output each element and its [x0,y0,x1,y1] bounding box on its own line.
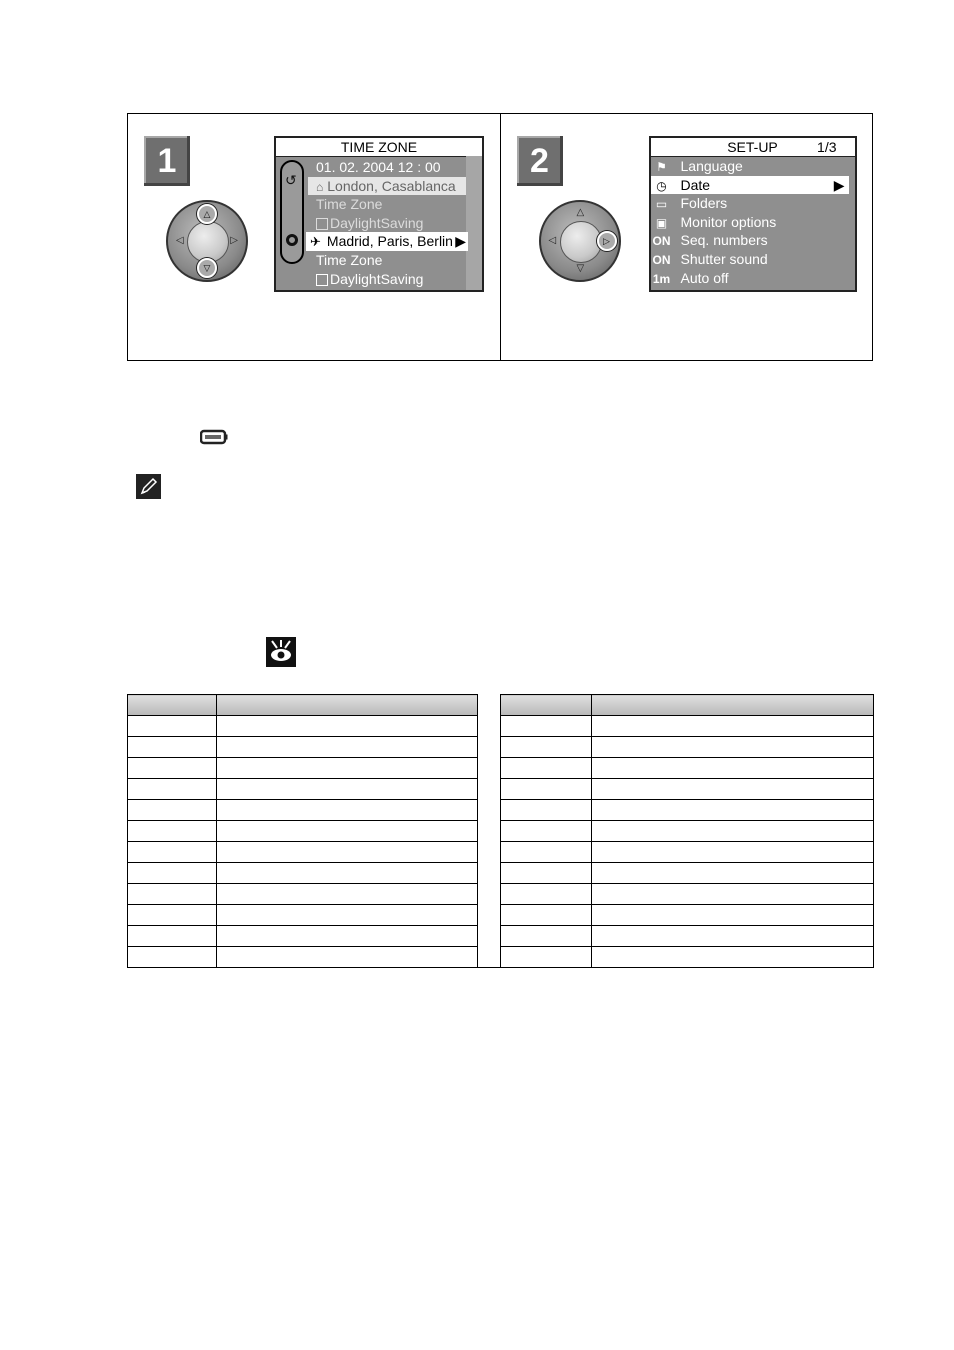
home-dst-label: DaylightSaving [330,214,424,231]
travel-city-label: Madrid, Paris, Berlin [326,233,453,250]
multi-selector-right [539,200,621,282]
table-row [128,926,478,947]
table-row [128,821,478,842]
table-row [128,863,478,884]
up-arrow-icon: △ [576,207,585,218]
table-header [128,695,478,716]
page-indicator: 1/3 [817,139,837,155]
multi-selector-center [560,221,602,263]
step-1-panel [128,114,500,360]
table-row [128,779,478,800]
setup-screen [649,136,857,292]
down-arrow-icon: ▽ [197,258,217,278]
home-dst-row [316,214,466,233]
screen-title: SET-UP [727,139,778,155]
table-row [128,800,478,821]
monitor-icon: ▣ [655,215,668,230]
table-row [501,884,874,905]
table-header-cell [501,695,592,716]
table-row [501,947,874,968]
table-row [128,716,478,737]
step-number-1: 1 [144,136,190,186]
datetime-row: 01. 02. 2004 12 : 00 [316,159,441,175]
home-city-label: London, Casablanca [327,177,456,194]
travel-zone-icon [286,234,298,246]
scrollbar [466,156,482,290]
step-2-panel [500,114,873,360]
time-zone-table-left [127,694,478,968]
table-row [128,884,478,905]
table-row [501,800,874,821]
one-minute-icon: 1m [652,271,671,286]
right-arrow-icon: ▷ [597,231,617,251]
battery-icon [200,429,228,445]
step-number-2: 2 [517,136,563,186]
screen-title: TIME ZONE [276,138,482,157]
travel-city-row [306,232,468,251]
left-arrow-icon: ◁ [176,235,184,246]
airplane-icon: ✈ [310,234,321,250]
setup-item-shutter-sound: ON Shutter sound [651,250,855,269]
table-header-cell [217,695,478,716]
travel-dst-row [316,270,466,289]
pencil-note-icon [136,474,161,499]
home-icon: ⌂ [316,179,324,194]
eye-icon [266,637,296,667]
setup-item-seq-numbers: ON Seq. numbers [651,231,855,250]
folder-icon: ▭ [655,197,668,212]
home-zone-icon: ↺ [285,172,297,188]
table-row [128,947,478,968]
table-header [501,695,874,716]
up-arrow-icon: △ [197,204,217,224]
table-row [501,821,874,842]
time-zone-screen [274,136,484,292]
time-zone-table-right [500,694,874,968]
table-header-cell [592,695,874,716]
table-row [501,779,874,800]
screen-title-bar [651,138,855,157]
step-panels [127,113,873,361]
checkbox-icon [316,274,328,286]
on-icon: ON [652,252,671,267]
table-row [501,863,874,884]
flag-icon: ⚑ [656,160,667,174]
setup-item-monitor-options: ▣ Monitor options [651,213,855,232]
table-header-cell [128,695,217,716]
down-arrow-icon: ▽ [576,263,585,274]
home-city-row [308,177,466,196]
checkbox-icon [316,218,328,230]
setup-item-auto-off: 1m Auto off [651,269,855,288]
travel-dst-label: DaylightSaving [330,270,424,287]
right-triangle-icon: ▶ [455,233,466,250]
multi-selector-up-down [166,200,248,282]
table-row [501,737,874,758]
table-row [128,758,478,779]
time-zone-list [310,158,466,288]
home-tz-label: Time Zone [316,196,383,213]
multi-selector-center [187,221,229,263]
setup-item-language: ⚑ Language [651,157,855,176]
table-row [501,926,874,947]
table-row [501,758,874,779]
table-row [501,716,874,737]
on-icon: ON [652,234,671,249]
table-row [501,905,874,926]
setup-item-date: ◷ Date ▶ [651,176,849,195]
zone-selector-bar [280,160,304,264]
setup-item-folders: ▭ Folders [651,194,855,213]
table-row [128,905,478,926]
left-arrow-icon: ◁ [548,235,557,246]
table-row [501,842,874,863]
right-arrow-icon: ▷ [230,235,238,246]
table-row [128,737,478,758]
travel-tz-label: Time Zone [316,251,383,268]
clock-icon: ◷ [656,178,667,193]
table-gap [477,694,500,968]
table-row [128,842,478,863]
right-triangle-icon: ▶ [833,176,845,193]
